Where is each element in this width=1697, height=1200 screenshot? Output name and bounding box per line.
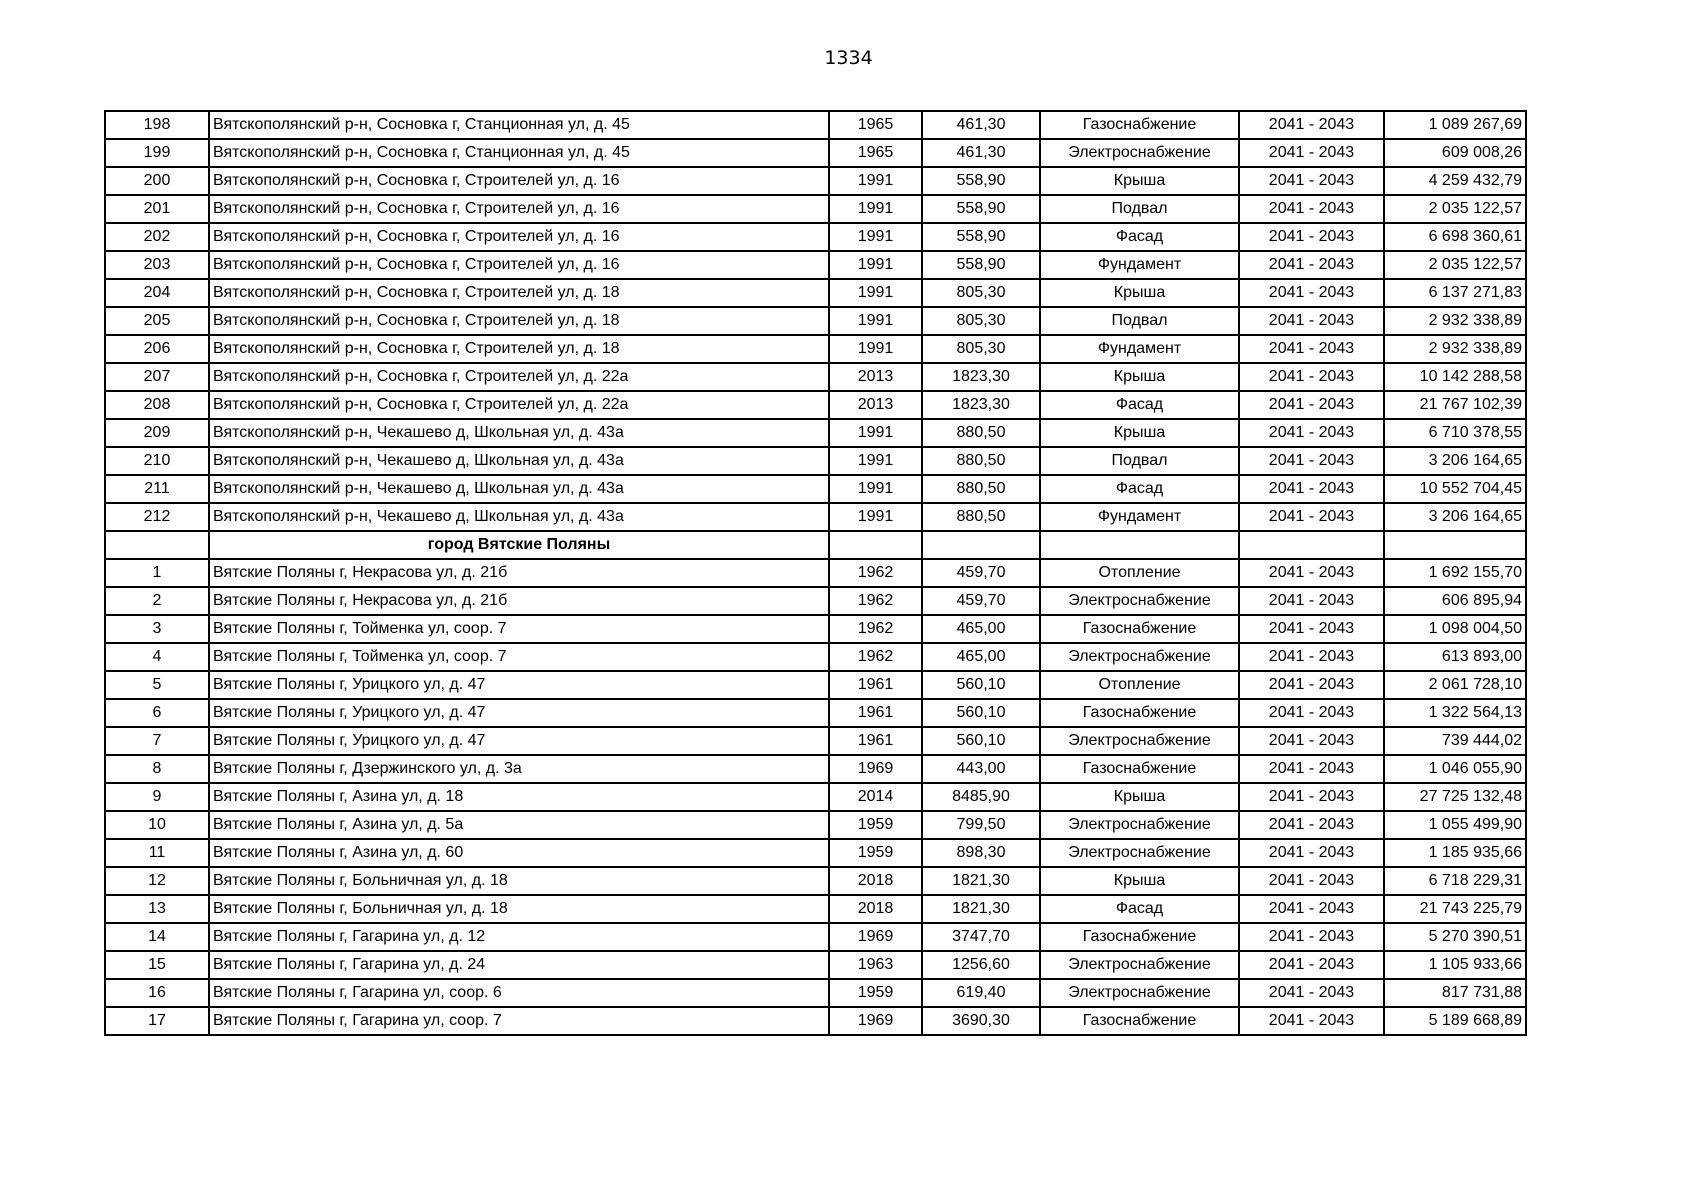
address-cell: Вятские Поляны г, Больничная ул, д. 18 bbox=[209, 895, 829, 923]
work-type-cell: Фасад bbox=[1040, 391, 1239, 419]
table-row bbox=[105, 811, 1526, 839]
address-cell: Вятскополянский р-н, Сосновка г, Строителей ул, д. 16 bbox=[209, 167, 829, 195]
area-cell: 465,00 bbox=[922, 615, 1040, 643]
year-cell: 1969 bbox=[829, 923, 922, 951]
section-empty-cell bbox=[922, 531, 1040, 559]
row-number-cell: 198 bbox=[105, 111, 209, 139]
row-number-cell: 3 bbox=[105, 615, 209, 643]
cost-cell: 4 259 432,79 bbox=[1384, 167, 1526, 195]
cost-cell: 2 061 728,10 bbox=[1384, 671, 1526, 699]
cost-cell: 2 932 338,89 bbox=[1384, 307, 1526, 335]
period-cell: 2041 - 2043 bbox=[1239, 195, 1384, 223]
year-cell: 2013 bbox=[829, 363, 922, 391]
address-cell: Вятскополянский р-н, Сосновка г, Строителей ул, д. 22а bbox=[209, 391, 829, 419]
work-type-cell: Фундамент bbox=[1040, 503, 1239, 531]
area-cell: 1823,30 bbox=[922, 363, 1040, 391]
table-row bbox=[105, 951, 1526, 979]
period-cell: 2041 - 2043 bbox=[1239, 811, 1384, 839]
row-number-cell: 9 bbox=[105, 783, 209, 811]
work-type-cell: Электроснабжение bbox=[1040, 979, 1239, 1007]
address-cell: Вятскополянский р-н, Сосновка г, Строителей ул, д. 18 bbox=[209, 279, 829, 307]
work-type-cell: Электроснабжение bbox=[1040, 811, 1239, 839]
period-cell: 2041 - 2043 bbox=[1239, 251, 1384, 279]
page-number: 1334 bbox=[824, 47, 873, 69]
year-cell: 1962 bbox=[829, 615, 922, 643]
table-body-city bbox=[105, 559, 1526, 1035]
work-type-cell: Подвал bbox=[1040, 195, 1239, 223]
table-row bbox=[105, 335, 1526, 363]
address-cell: Вятские Поляны г, Тойменка ул, соор. 7 bbox=[209, 615, 829, 643]
cost-cell: 5 270 390,51 bbox=[1384, 923, 1526, 951]
period-cell: 2041 - 2043 bbox=[1239, 727, 1384, 755]
section-header bbox=[105, 531, 1526, 559]
table-row bbox=[105, 839, 1526, 867]
year-cell: 1965 bbox=[829, 139, 922, 167]
period-cell: 2041 - 2043 bbox=[1239, 587, 1384, 615]
address-cell: Вятские Поляны г, Гагарина ул, д. 24 bbox=[209, 951, 829, 979]
year-cell: 1961 bbox=[829, 671, 922, 699]
area-cell: 560,10 bbox=[922, 699, 1040, 727]
period-cell: 2041 - 2043 bbox=[1239, 867, 1384, 895]
period-cell: 2041 - 2043 bbox=[1239, 643, 1384, 671]
area-cell: 880,50 bbox=[922, 419, 1040, 447]
table-row bbox=[105, 559, 1526, 587]
area-cell: 898,30 bbox=[922, 839, 1040, 867]
year-cell: 1961 bbox=[829, 699, 922, 727]
row-number-cell: 212 bbox=[105, 503, 209, 531]
row-number-cell: 207 bbox=[105, 363, 209, 391]
address-cell: Вятскополянский р-н, Чекашево д, Школьная ул, д. 43а bbox=[209, 419, 829, 447]
table-row bbox=[105, 279, 1526, 307]
address-cell: Вятские Поляны г, Тойменка ул, соор. 7 bbox=[209, 643, 829, 671]
year-cell: 1991 bbox=[829, 307, 922, 335]
work-type-cell: Крыша bbox=[1040, 167, 1239, 195]
period-cell: 2041 - 2043 bbox=[1239, 307, 1384, 335]
period-cell: 2041 - 2043 bbox=[1239, 671, 1384, 699]
table-row bbox=[105, 895, 1526, 923]
year-cell: 2014 bbox=[829, 783, 922, 811]
work-type-cell: Отопление bbox=[1040, 671, 1239, 699]
cost-cell: 6 698 360,61 bbox=[1384, 223, 1526, 251]
area-cell: 805,30 bbox=[922, 335, 1040, 363]
row-number-cell: 7 bbox=[105, 727, 209, 755]
work-type-cell: Крыша bbox=[1040, 783, 1239, 811]
area-cell: 1823,30 bbox=[922, 391, 1040, 419]
table-row bbox=[105, 923, 1526, 951]
year-cell: 1969 bbox=[829, 1007, 922, 1035]
cost-cell: 2 035 122,57 bbox=[1384, 195, 1526, 223]
area-cell: 560,10 bbox=[922, 671, 1040, 699]
cost-cell: 1 692 155,70 bbox=[1384, 559, 1526, 587]
work-type-cell: Электроснабжение bbox=[1040, 951, 1239, 979]
table-row bbox=[105, 111, 1526, 139]
address-cell: Вятские Поляны г, Некрасова ул, д. 21б bbox=[209, 559, 829, 587]
row-number-cell: 5 bbox=[105, 671, 209, 699]
address-cell: Вятскополянский р-н, Чекашево д, Школьная ул, д. 43а bbox=[209, 475, 829, 503]
table-row bbox=[105, 503, 1526, 531]
work-type-cell: Подвал bbox=[1040, 447, 1239, 475]
row-number-cell: 201 bbox=[105, 195, 209, 223]
area-cell: 805,30 bbox=[922, 307, 1040, 335]
area-cell: 461,30 bbox=[922, 139, 1040, 167]
row-number-cell: 6 bbox=[105, 699, 209, 727]
row-number-cell: 10 bbox=[105, 811, 209, 839]
year-cell: 1959 bbox=[829, 979, 922, 1007]
year-cell: 1965 bbox=[829, 111, 922, 139]
period-cell: 2041 - 2043 bbox=[1239, 951, 1384, 979]
period-cell: 2041 - 2043 bbox=[1239, 699, 1384, 727]
table-row bbox=[105, 167, 1526, 195]
cost-cell: 10 142 288,58 bbox=[1384, 363, 1526, 391]
section-title: город Вятские Поляны bbox=[209, 531, 829, 559]
work-type-cell: Электроснабжение bbox=[1040, 139, 1239, 167]
row-number-cell: 210 bbox=[105, 447, 209, 475]
period-cell: 2041 - 2043 bbox=[1239, 839, 1384, 867]
section-empty-cell bbox=[829, 531, 922, 559]
year-cell: 1991 bbox=[829, 279, 922, 307]
period-cell: 2041 - 2043 bbox=[1239, 503, 1384, 531]
area-cell: 619,40 bbox=[922, 979, 1040, 1007]
period-cell: 2041 - 2043 bbox=[1239, 223, 1384, 251]
period-cell: 2041 - 2043 bbox=[1239, 895, 1384, 923]
cost-cell: 1 046 055,90 bbox=[1384, 755, 1526, 783]
row-number-cell: 2 bbox=[105, 587, 209, 615]
year-cell: 1991 bbox=[829, 447, 922, 475]
row-number-cell: 13 bbox=[105, 895, 209, 923]
area-cell: 560,10 bbox=[922, 727, 1040, 755]
cost-cell: 27 725 132,48 bbox=[1384, 783, 1526, 811]
work-type-cell: Электроснабжение bbox=[1040, 587, 1239, 615]
address-cell: Вятскополянский р-н, Сосновка г, Строителей ул, д. 16 bbox=[209, 195, 829, 223]
year-cell: 1962 bbox=[829, 559, 922, 587]
cost-cell: 5 189 668,89 bbox=[1384, 1007, 1526, 1035]
row-number-cell: 12 bbox=[105, 867, 209, 895]
year-cell: 1961 bbox=[829, 727, 922, 755]
table-row bbox=[105, 363, 1526, 391]
period-cell: 2041 - 2043 bbox=[1239, 755, 1384, 783]
period-cell: 2041 - 2043 bbox=[1239, 559, 1384, 587]
cost-cell: 6 710 378,55 bbox=[1384, 419, 1526, 447]
cost-cell: 609 008,26 bbox=[1384, 139, 1526, 167]
year-cell: 1991 bbox=[829, 419, 922, 447]
work-type-cell: Газоснабжение bbox=[1040, 755, 1239, 783]
work-type-cell: Газоснабжение bbox=[1040, 1007, 1239, 1035]
address-cell: Вятские Поляны г, Гагарина ул, соор. 7 bbox=[209, 1007, 829, 1035]
area-cell: 880,50 bbox=[922, 503, 1040, 531]
table-row bbox=[105, 475, 1526, 503]
table-row bbox=[105, 1007, 1526, 1035]
work-type-cell: Крыша bbox=[1040, 363, 1239, 391]
table-row bbox=[105, 195, 1526, 223]
table-row bbox=[105, 587, 1526, 615]
cost-cell: 3 206 164,65 bbox=[1384, 503, 1526, 531]
row-number-cell: 17 bbox=[105, 1007, 209, 1035]
area-cell: 459,70 bbox=[922, 587, 1040, 615]
table-row bbox=[105, 615, 1526, 643]
period-cell: 2041 - 2043 bbox=[1239, 335, 1384, 363]
area-cell: 558,90 bbox=[922, 251, 1040, 279]
work-type-cell: Крыша bbox=[1040, 279, 1239, 307]
row-number-cell: 208 bbox=[105, 391, 209, 419]
repair-schedule-table bbox=[104, 110, 1527, 1036]
area-cell: 443,00 bbox=[922, 755, 1040, 783]
area-cell: 1821,30 bbox=[922, 867, 1040, 895]
address-cell: Вятскополянский р-н, Сосновка г, Строителей ул, д. 16 bbox=[209, 251, 829, 279]
work-type-cell: Фундамент bbox=[1040, 251, 1239, 279]
table-row bbox=[105, 867, 1526, 895]
work-type-cell: Газоснабжение bbox=[1040, 699, 1239, 727]
work-type-cell: Фасад bbox=[1040, 475, 1239, 503]
work-type-cell: Крыша bbox=[1040, 867, 1239, 895]
work-type-cell: Крыша bbox=[1040, 419, 1239, 447]
row-number-cell: 206 bbox=[105, 335, 209, 363]
table-row bbox=[105, 223, 1526, 251]
cost-cell: 817 731,88 bbox=[1384, 979, 1526, 1007]
cost-cell: 21 743 225,79 bbox=[1384, 895, 1526, 923]
address-cell: Вятскополянский р-н, Сосновка г, Строителей ул, д. 18 bbox=[209, 307, 829, 335]
section-num-cell bbox=[105, 531, 209, 559]
cost-cell: 6 718 229,31 bbox=[1384, 867, 1526, 895]
area-cell: 1821,30 bbox=[922, 895, 1040, 923]
cost-cell: 1 055 499,90 bbox=[1384, 811, 1526, 839]
address-cell: Вятскополянский р-н, Чекашево д, Школьная ул, д. 43а bbox=[209, 447, 829, 475]
area-cell: 1256,60 bbox=[922, 951, 1040, 979]
cost-cell: 613 893,00 bbox=[1384, 643, 1526, 671]
row-number-cell: 4 bbox=[105, 643, 209, 671]
row-number-cell: 16 bbox=[105, 979, 209, 1007]
row-number-cell: 209 bbox=[105, 419, 209, 447]
work-type-cell: Газоснабжение bbox=[1040, 615, 1239, 643]
table-row bbox=[105, 139, 1526, 167]
cost-cell: 1 098 004,50 bbox=[1384, 615, 1526, 643]
table-row bbox=[105, 643, 1526, 671]
work-type-cell: Отопление bbox=[1040, 559, 1239, 587]
cost-cell: 10 552 704,45 bbox=[1384, 475, 1526, 503]
table-row bbox=[105, 391, 1526, 419]
year-cell: 1969 bbox=[829, 755, 922, 783]
address-cell: Вятские Поляны г, Азина ул, д. 60 bbox=[209, 839, 829, 867]
year-cell: 1991 bbox=[829, 167, 922, 195]
period-cell: 2041 - 2043 bbox=[1239, 167, 1384, 195]
section-empty-cell bbox=[1040, 531, 1239, 559]
area-cell: 461,30 bbox=[922, 111, 1040, 139]
row-number-cell: 15 bbox=[105, 951, 209, 979]
area-cell: 459,70 bbox=[922, 559, 1040, 587]
period-cell: 2041 - 2043 bbox=[1239, 139, 1384, 167]
address-cell: Вятские Поляны г, Азина ул, д. 18 bbox=[209, 783, 829, 811]
period-cell: 2041 - 2043 bbox=[1239, 475, 1384, 503]
row-number-cell: 211 bbox=[105, 475, 209, 503]
area-cell: 805,30 bbox=[922, 279, 1040, 307]
cost-cell: 2 932 338,89 bbox=[1384, 335, 1526, 363]
address-cell: Вятскополянский р-н, Сосновка г, Станционная ул, д. 45 bbox=[209, 111, 829, 139]
address-cell: Вятские Поляны г, Некрасова ул, д. 21б bbox=[209, 587, 829, 615]
address-cell: Вятские Поляны г, Урицкого ул, д. 47 bbox=[209, 671, 829, 699]
area-cell: 3747,70 bbox=[922, 923, 1040, 951]
year-cell: 1959 bbox=[829, 811, 922, 839]
work-type-cell: Газоснабжение bbox=[1040, 923, 1239, 951]
address-cell: Вятскополянский р-н, Чекашево д, Школьная ул, д. 43а bbox=[209, 503, 829, 531]
row-number-cell: 8 bbox=[105, 755, 209, 783]
cost-cell: 6 137 271,83 bbox=[1384, 279, 1526, 307]
table-body-district bbox=[105, 111, 1526, 531]
year-cell: 1962 bbox=[829, 643, 922, 671]
area-cell: 558,90 bbox=[922, 167, 1040, 195]
work-type-cell: Электроснабжение bbox=[1040, 839, 1239, 867]
work-type-cell: Газоснабжение bbox=[1040, 111, 1239, 139]
table-row bbox=[105, 699, 1526, 727]
year-cell: 1959 bbox=[829, 839, 922, 867]
cost-cell: 1 185 935,66 bbox=[1384, 839, 1526, 867]
address-cell: Вятские Поляны г, Гагарина ул, соор. 6 bbox=[209, 979, 829, 1007]
area-cell: 880,50 bbox=[922, 447, 1040, 475]
area-cell: 465,00 bbox=[922, 643, 1040, 671]
year-cell: 1991 bbox=[829, 251, 922, 279]
table-row bbox=[105, 755, 1526, 783]
year-cell: 1991 bbox=[829, 223, 922, 251]
year-cell: 1962 bbox=[829, 587, 922, 615]
area-cell: 880,50 bbox=[922, 475, 1040, 503]
address-cell: Вятские Поляны г, Гагарина ул, д. 12 bbox=[209, 923, 829, 951]
address-cell: Вятскополянский р-н, Сосновка г, Строителей ул, д. 22а bbox=[209, 363, 829, 391]
year-cell: 2018 bbox=[829, 895, 922, 923]
cost-cell: 739 444,02 bbox=[1384, 727, 1526, 755]
area-cell: 8485,90 bbox=[922, 783, 1040, 811]
table-row bbox=[105, 419, 1526, 447]
address-cell: Вятскополянский р-н, Сосновка г, Строителей ул, д. 18 bbox=[209, 335, 829, 363]
address-cell: Вятскополянский р-н, Сосновка г, Станционная ул, д. 45 bbox=[209, 139, 829, 167]
row-number-cell: 202 bbox=[105, 223, 209, 251]
area-cell: 558,90 bbox=[922, 195, 1040, 223]
address-cell: Вятскополянский р-н, Сосновка г, Строителей ул, д. 16 bbox=[209, 223, 829, 251]
work-type-cell: Фундамент bbox=[1040, 335, 1239, 363]
table-row bbox=[105, 671, 1526, 699]
period-cell: 2041 - 2043 bbox=[1239, 363, 1384, 391]
year-cell: 1991 bbox=[829, 335, 922, 363]
cost-cell: 3 206 164,65 bbox=[1384, 447, 1526, 475]
address-cell: Вятские Поляны г, Дзержинского ул, д. 3а bbox=[209, 755, 829, 783]
year-cell: 1991 bbox=[829, 475, 922, 503]
period-cell: 2041 - 2043 bbox=[1239, 279, 1384, 307]
table-row bbox=[105, 307, 1526, 335]
year-cell: 2018 bbox=[829, 867, 922, 895]
work-type-cell: Фасад bbox=[1040, 895, 1239, 923]
cost-cell: 1 322 564,13 bbox=[1384, 699, 1526, 727]
work-type-cell: Подвал bbox=[1040, 307, 1239, 335]
year-cell: 2013 bbox=[829, 391, 922, 419]
table-row bbox=[105, 783, 1526, 811]
address-cell: Вятские Поляны г, Урицкого ул, д. 47 bbox=[209, 699, 829, 727]
period-cell: 2041 - 2043 bbox=[1239, 111, 1384, 139]
table-row bbox=[105, 727, 1526, 755]
row-number-cell: 205 bbox=[105, 307, 209, 335]
cost-cell: 2 035 122,57 bbox=[1384, 251, 1526, 279]
cost-cell: 1 089 267,69 bbox=[1384, 111, 1526, 139]
row-number-cell: 1 bbox=[105, 559, 209, 587]
period-cell: 2041 - 2043 bbox=[1239, 391, 1384, 419]
section-row bbox=[105, 531, 1526, 559]
period-cell: 2041 - 2043 bbox=[1239, 979, 1384, 1007]
area-cell: 3690,30 bbox=[922, 1007, 1040, 1035]
row-number-cell: 200 bbox=[105, 167, 209, 195]
address-cell: Вятские Поляны г, Азина ул, д. 5а bbox=[209, 811, 829, 839]
cost-cell: 21 767 102,39 bbox=[1384, 391, 1526, 419]
row-number-cell: 11 bbox=[105, 839, 209, 867]
address-cell: Вятские Поляны г, Больничная ул, д. 18 bbox=[209, 867, 829, 895]
area-cell: 558,90 bbox=[922, 223, 1040, 251]
period-cell: 2041 - 2043 bbox=[1239, 1007, 1384, 1035]
period-cell: 2041 - 2043 bbox=[1239, 419, 1384, 447]
address-cell: Вятские Поляны г, Урицкого ул, д. 47 bbox=[209, 727, 829, 755]
row-number-cell: 199 bbox=[105, 139, 209, 167]
period-cell: 2041 - 2043 bbox=[1239, 923, 1384, 951]
period-cell: 2041 - 2043 bbox=[1239, 615, 1384, 643]
period-cell: 2041 - 2043 bbox=[1239, 783, 1384, 811]
work-type-cell: Электроснабжение bbox=[1040, 727, 1239, 755]
work-type-cell: Электроснабжение bbox=[1040, 643, 1239, 671]
row-number-cell: 203 bbox=[105, 251, 209, 279]
section-empty-cell bbox=[1239, 531, 1384, 559]
cost-cell: 1 105 933,66 bbox=[1384, 951, 1526, 979]
row-number-cell: 14 bbox=[105, 923, 209, 951]
row-number-cell: 204 bbox=[105, 279, 209, 307]
section-empty-cell bbox=[1384, 531, 1526, 559]
table-row bbox=[105, 979, 1526, 1007]
area-cell: 799,50 bbox=[922, 811, 1040, 839]
table-row bbox=[105, 447, 1526, 475]
period-cell: 2041 - 2043 bbox=[1239, 447, 1384, 475]
cost-cell: 606 895,94 bbox=[1384, 587, 1526, 615]
year-cell: 1963 bbox=[829, 951, 922, 979]
year-cell: 1991 bbox=[829, 195, 922, 223]
year-cell: 1991 bbox=[829, 503, 922, 531]
work-type-cell: Фасад bbox=[1040, 223, 1239, 251]
table-row bbox=[105, 251, 1526, 279]
